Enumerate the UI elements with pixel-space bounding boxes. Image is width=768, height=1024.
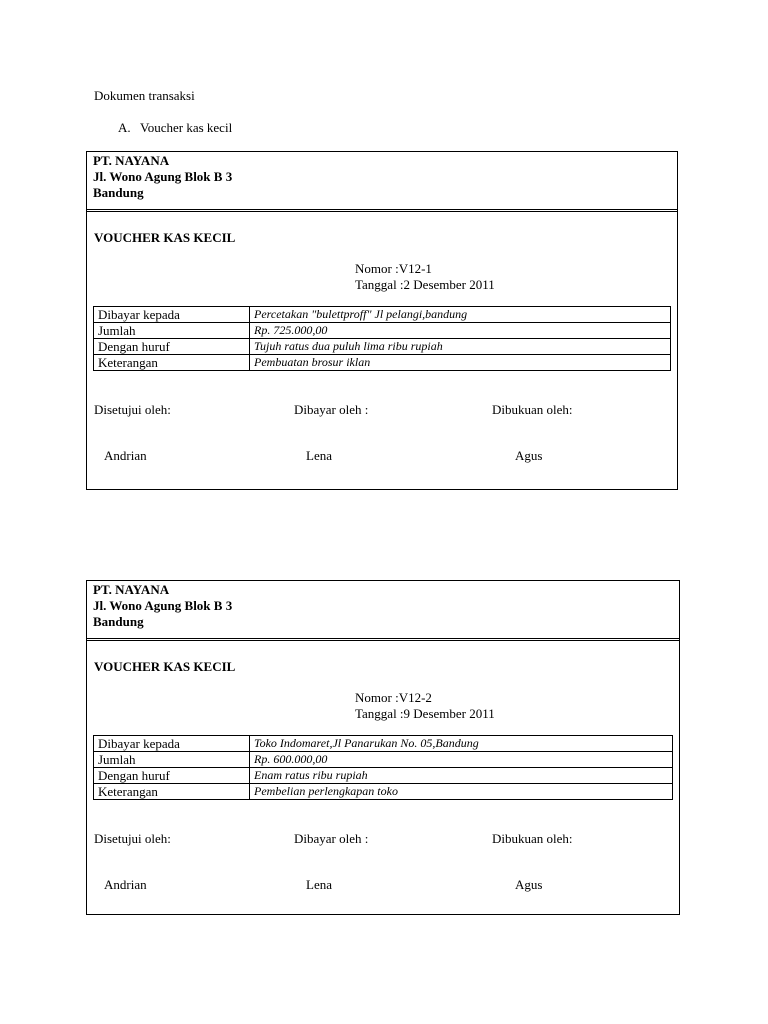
paid-by-name: Lena — [306, 448, 332, 463]
approved-by-name: Andrian — [104, 448, 147, 463]
row-key: Keterangan — [94, 355, 250, 371]
table-row — [94, 736, 673, 752]
company-city: Bandung — [93, 614, 144, 629]
row-value: Pembuatan brosur iklan — [250, 355, 671, 371]
company-header — [87, 152, 677, 212]
voucher-details-table — [93, 306, 671, 371]
voucher-date — [355, 706, 495, 722]
voucher-number — [355, 261, 495, 277]
recorded-by-label: Dibukuan oleh: — [492, 831, 573, 846]
tanggal-value: 9 Desember 2011 — [403, 706, 495, 721]
nomor-label: Nomor : — [355, 690, 399, 705]
paid-by-label: Dibayar oleh : — [294, 831, 369, 846]
row-value: Pembelian perlengkapan toko — [250, 784, 673, 800]
section-letter: A. — [118, 120, 131, 135]
nomor-label: Nomor : — [355, 261, 399, 276]
table-row — [94, 784, 673, 800]
row-value: Rp. 725.000,00 — [250, 323, 671, 339]
row-value: Tujuh ratus dua puluh lima ribu rupiah — [250, 339, 671, 355]
row-value: Toko Indomaret,Jl Panarukan No. 05,Bandung — [250, 736, 673, 752]
paid-by-name: Lena — [306, 877, 332, 892]
nomor-value: V12-2 — [398, 690, 432, 705]
company-address: Jl. Wono Agung Blok B 3 — [93, 169, 233, 184]
approved-by-name: Andrian — [104, 877, 147, 892]
row-value: Percetakan "bulettproff" Jl pelangi,bandung — [250, 307, 671, 323]
voucher-meta — [355, 690, 495, 722]
row-key: Jumlah — [94, 323, 250, 339]
voucher-number — [355, 690, 495, 706]
table-row — [94, 752, 673, 768]
table-row — [94, 355, 671, 371]
company-name: PT. NAYANA — [93, 153, 170, 168]
table-row — [94, 339, 671, 355]
recorded-by-name: Agus — [515, 448, 543, 463]
row-key: Dengan huruf — [94, 339, 250, 355]
voucher-1 — [86, 151, 678, 490]
document-title: Dokumen transaksi — [94, 88, 195, 103]
voucher-date — [355, 277, 495, 293]
nomor-value: V12-1 — [398, 261, 432, 276]
tanggal-label: Tanggal : — [355, 277, 404, 292]
voucher-2 — [86, 580, 680, 915]
table-row — [94, 768, 673, 784]
table-row — [94, 307, 671, 323]
section-heading — [118, 120, 232, 136]
approved-by-label: Disetujui oleh: — [94, 402, 171, 417]
recorded-by-name: Agus — [515, 877, 543, 892]
voucher-title: VOUCHER KAS KECIL — [94, 230, 236, 245]
row-key: Dengan huruf — [94, 768, 250, 784]
approved-by-label: Disetujui oleh: — [94, 831, 171, 846]
row-key: Dibayar kepada — [94, 307, 250, 323]
row-key: Jumlah — [94, 752, 250, 768]
company-header — [87, 581, 679, 641]
voucher-details-table — [93, 735, 673, 800]
table-row — [94, 323, 671, 339]
row-key: Keterangan — [94, 784, 250, 800]
row-value: Enam ratus ribu rupiah — [250, 768, 673, 784]
company-address: Jl. Wono Agung Blok B 3 — [93, 598, 233, 613]
section-label: Voucher kas kecil — [140, 120, 233, 135]
row-key: Dibayar kepada — [94, 736, 250, 752]
row-value: Rp. 600.000,00 — [250, 752, 673, 768]
company-city: Bandung — [93, 185, 144, 200]
recorded-by-label: Dibukuan oleh: — [492, 402, 573, 417]
tanggal-value: 2 Desember 2011 — [403, 277, 495, 292]
voucher-meta — [355, 261, 495, 293]
company-name: PT. NAYANA — [93, 582, 170, 597]
paid-by-label: Dibayar oleh : — [294, 402, 369, 417]
voucher-title: VOUCHER KAS KECIL — [94, 659, 236, 674]
tanggal-label: Tanggal : — [355, 706, 404, 721]
